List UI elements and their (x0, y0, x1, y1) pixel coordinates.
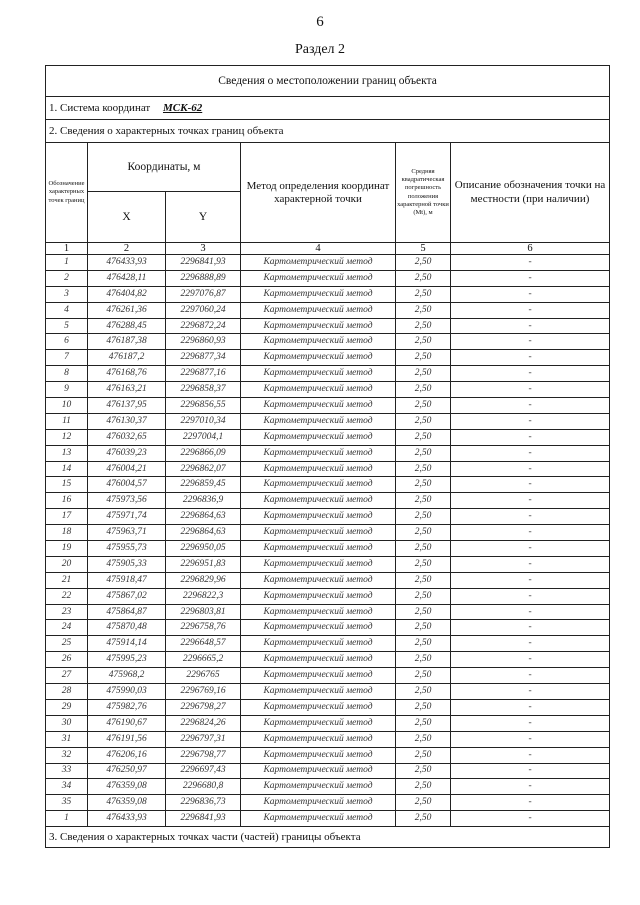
table-row (46, 286, 610, 302)
description-cell: - (451, 811, 610, 827)
method-cell: Картометрический метод (241, 636, 396, 652)
y-coordinate-cell: 2296872,24 (166, 318, 241, 334)
point-number-cell: 34 (46, 779, 88, 795)
table-row (46, 445, 610, 461)
rms-cell: 2,50 (396, 684, 451, 700)
method-cell: Картометрический метод (241, 398, 396, 414)
description-cell: - (451, 350, 610, 366)
point-number-cell: 7 (46, 350, 88, 366)
header-coordinates: Координаты, м (88, 143, 241, 192)
table-row (46, 413, 610, 429)
description-cell: - (451, 366, 610, 382)
y-coordinate-cell: 2296798,77 (166, 747, 241, 763)
method-cell: Картометрический метод (241, 255, 396, 271)
column-number-row (46, 243, 610, 255)
point-number-cell: 11 (46, 413, 88, 429)
rms-cell: 2,50 (396, 715, 451, 731)
y-coordinate-cell: 2296836,73 (166, 795, 241, 811)
y-coordinate-cell: 2297010,34 (166, 413, 241, 429)
x-coordinate-cell: 475867,02 (88, 588, 166, 604)
description-cell: - (451, 525, 610, 541)
description-cell: - (451, 493, 610, 509)
table-row (46, 699, 610, 715)
point-number-cell: 6 (46, 334, 88, 350)
boundary-table (45, 65, 610, 848)
x-coordinate-cell: 476004,21 (88, 461, 166, 477)
description-cell: - (451, 588, 610, 604)
table-row (46, 636, 610, 652)
y-coordinate-cell: 2296950,05 (166, 541, 241, 557)
x-coordinate-cell: 476433,93 (88, 255, 166, 271)
point-number-cell: 17 (46, 509, 88, 525)
rms-cell: 2,50 (396, 541, 451, 557)
x-coordinate-cell: 476168,76 (88, 366, 166, 382)
y-coordinate-cell: 2296841,93 (166, 255, 241, 271)
rms-cell: 2,50 (396, 509, 451, 525)
column-number: 5 (396, 243, 451, 255)
description-cell: - (451, 636, 610, 652)
point-number-cell: 1 (46, 811, 88, 827)
method-cell: Картометрический метод (241, 493, 396, 509)
table-row (46, 811, 610, 827)
point-number-cell: 8 (46, 366, 88, 382)
method-cell: Картометрический метод (241, 684, 396, 700)
point-number-cell: 16 (46, 493, 88, 509)
x-coordinate-cell: 475995,23 (88, 652, 166, 668)
rms-cell: 2,50 (396, 636, 451, 652)
y-coordinate-cell: 2296680,8 (166, 779, 241, 795)
rms-cell: 2,50 (396, 429, 451, 445)
method-cell: Картометрический метод (241, 541, 396, 557)
y-coordinate-cell: 2296824,26 (166, 715, 241, 731)
table-row (46, 763, 610, 779)
table-row (46, 747, 610, 763)
y-coordinate-cell: 2296856,55 (166, 398, 241, 414)
rms-cell: 2,50 (396, 334, 451, 350)
method-cell: Картометрический метод (241, 286, 396, 302)
table-row (46, 461, 610, 477)
y-coordinate-cell: 2296665,2 (166, 652, 241, 668)
method-cell: Картометрический метод (241, 334, 396, 350)
rms-cell: 2,50 (396, 350, 451, 366)
description-cell: - (451, 715, 610, 731)
column-number: 1 (46, 243, 88, 255)
page-number: 6 (316, 14, 324, 30)
y-coordinate-cell: 2296862,07 (166, 461, 241, 477)
description-cell: - (451, 318, 610, 334)
y-coordinate-cell: 2296697,43 (166, 763, 241, 779)
rms-cell: 2,50 (396, 556, 451, 572)
x-coordinate-cell: 476130,37 (88, 413, 166, 429)
rms-cell: 2,50 (396, 620, 451, 636)
description-cell: - (451, 541, 610, 557)
method-cell: Картометрический метод (241, 652, 396, 668)
y-coordinate-cell: 2296951,83 (166, 556, 241, 572)
y-coordinate-cell: 2296858,37 (166, 382, 241, 398)
column-number: 2 (88, 243, 166, 255)
x-coordinate-cell: 475990,03 (88, 684, 166, 700)
table-row (46, 382, 610, 398)
y-coordinate-cell: 2297060,24 (166, 302, 241, 318)
rms-cell: 2,50 (396, 270, 451, 286)
description-cell: - (451, 731, 610, 747)
table-row (46, 366, 610, 382)
rms-cell: 2,50 (396, 286, 451, 302)
description-cell: - (451, 429, 610, 445)
x-coordinate-cell: 475973,56 (88, 493, 166, 509)
x-coordinate-cell: 476433,93 (88, 811, 166, 827)
x-coordinate-cell: 475955,73 (88, 541, 166, 557)
rms-cell: 2,50 (396, 302, 451, 318)
table-title: Сведения о местоположении границ объекта (46, 66, 610, 97)
point-number-cell: 27 (46, 668, 88, 684)
y-coordinate-cell: 2296803,81 (166, 604, 241, 620)
rms-cell: 2,50 (396, 318, 451, 334)
method-cell: Картометрический метод (241, 556, 396, 572)
rms-cell: 2,50 (396, 747, 451, 763)
x-coordinate-cell: 476190,67 (88, 715, 166, 731)
description-cell: - (451, 556, 610, 572)
y-coordinate-cell: 2297004,1 (166, 429, 241, 445)
description-cell: - (451, 699, 610, 715)
x-coordinate-cell: 475971,74 (88, 509, 166, 525)
table-row (46, 525, 610, 541)
method-cell: Картометрический метод (241, 318, 396, 334)
rms-cell: 2,50 (396, 779, 451, 795)
description-cell: - (451, 779, 610, 795)
method-cell: Картометрический метод (241, 350, 396, 366)
point-number-cell: 26 (46, 652, 88, 668)
point-number-cell: 19 (46, 541, 88, 557)
y-coordinate-cell: 2296822,3 (166, 588, 241, 604)
description-cell: - (451, 684, 610, 700)
x-coordinate-cell: 475905,33 (88, 556, 166, 572)
x-coordinate-cell: 475870,48 (88, 620, 166, 636)
x-coordinate-cell: 476039,23 (88, 445, 166, 461)
column-number: 3 (166, 243, 241, 255)
table-row (46, 604, 610, 620)
method-cell: Картометрический метод (241, 779, 396, 795)
y-coordinate-cell: 2296648,57 (166, 636, 241, 652)
method-cell: Картометрический метод (241, 747, 396, 763)
y-coordinate-cell: 2296859,45 (166, 477, 241, 493)
table-row (46, 302, 610, 318)
x-coordinate-cell: 476288,45 (88, 318, 166, 334)
table-row (46, 795, 610, 811)
coord-system-label: 1. Система координат (49, 102, 151, 114)
description-cell: - (451, 382, 610, 398)
point-number-cell: 32 (46, 747, 88, 763)
table-row (46, 509, 610, 525)
x-coordinate-cell: 476004,57 (88, 477, 166, 493)
y-coordinate-cell: 2296841,93 (166, 811, 241, 827)
point-number-cell: 25 (46, 636, 88, 652)
method-cell: Картометрический метод (241, 302, 396, 318)
table-row (46, 255, 610, 271)
method-cell: Картометрический метод (241, 270, 396, 286)
y-coordinate-cell: 2296866,09 (166, 445, 241, 461)
table-row (46, 556, 610, 572)
point-number-cell: 31 (46, 731, 88, 747)
coord-system-value: МСК-62 (162, 102, 203, 114)
y-coordinate-cell: 2296797,31 (166, 731, 241, 747)
point-number-cell: 15 (46, 477, 88, 493)
point-number-cell: 3 (46, 286, 88, 302)
x-coordinate-cell: 476137,95 (88, 398, 166, 414)
header-rms: Средняя квадратическая погрешность положения характерной точки (Mt), м (396, 143, 451, 243)
point-number-cell: 30 (46, 715, 88, 731)
column-number: 4 (241, 243, 396, 255)
point-number-cell: 22 (46, 588, 88, 604)
table-row (46, 652, 610, 668)
x-coordinate-cell: 476261,36 (88, 302, 166, 318)
rms-cell: 2,50 (396, 398, 451, 414)
point-number-cell: 28 (46, 684, 88, 700)
table-row (46, 668, 610, 684)
x-coordinate-cell: 475968,2 (88, 668, 166, 684)
point-number-cell: 12 (46, 429, 88, 445)
x-coordinate-cell: 476187,38 (88, 334, 166, 350)
rms-cell: 2,50 (396, 588, 451, 604)
method-cell: Картометрический метод (241, 588, 396, 604)
y-coordinate-cell: 2296860,93 (166, 334, 241, 350)
x-coordinate-cell: 475864,87 (88, 604, 166, 620)
description-cell: - (451, 445, 610, 461)
method-cell: Картометрический метод (241, 763, 396, 779)
method-cell: Картометрический метод (241, 382, 396, 398)
rms-cell: 2,50 (396, 811, 451, 827)
section2-label: 2. Сведения о характерных точках границ объекта (46, 120, 610, 143)
point-number-cell: 20 (46, 556, 88, 572)
table-row (46, 731, 610, 747)
method-cell: Картометрический метод (241, 668, 396, 684)
y-coordinate-cell: 2296836,9 (166, 493, 241, 509)
description-cell: - (451, 604, 610, 620)
rms-cell: 2,50 (396, 763, 451, 779)
rms-cell: 2,50 (396, 525, 451, 541)
table-row (46, 429, 610, 445)
coord-system-row (46, 97, 610, 120)
method-cell: Картометрический метод (241, 811, 396, 827)
point-number-cell: 23 (46, 604, 88, 620)
y-coordinate-cell: 2296877,34 (166, 350, 241, 366)
point-number-cell: 21 (46, 572, 88, 588)
method-cell: Картометрический метод (241, 620, 396, 636)
table-row (46, 334, 610, 350)
point-number-cell: 1 (46, 255, 88, 271)
table-row (46, 572, 610, 588)
table-row (46, 270, 610, 286)
x-coordinate-cell: 476187,2 (88, 350, 166, 366)
method-cell: Картометрический метод (241, 795, 396, 811)
y-coordinate-cell: 2296864,63 (166, 509, 241, 525)
rms-cell: 2,50 (396, 699, 451, 715)
y-coordinate-cell: 2296864,63 (166, 525, 241, 541)
method-cell: Картометрический метод (241, 429, 396, 445)
description-cell: - (451, 652, 610, 668)
point-number-cell: 14 (46, 461, 88, 477)
description-cell: - (451, 572, 610, 588)
table-row (46, 588, 610, 604)
description-cell: - (451, 461, 610, 477)
table-row (46, 318, 610, 334)
point-number-cell: 5 (46, 318, 88, 334)
header-description: Описание обозначения точки на местности (при наличии) (451, 143, 610, 243)
x-coordinate-cell: 476163,21 (88, 382, 166, 398)
rms-cell: 2,50 (396, 652, 451, 668)
x-coordinate-cell: 475918,47 (88, 572, 166, 588)
table-row (46, 398, 610, 414)
rms-cell: 2,50 (396, 572, 451, 588)
point-number-cell: 10 (46, 398, 88, 414)
method-cell: Картометрический метод (241, 509, 396, 525)
x-coordinate-cell: 476359,08 (88, 795, 166, 811)
x-coordinate-cell: 475914,14 (88, 636, 166, 652)
column-number: 6 (451, 243, 610, 255)
table-row (46, 493, 610, 509)
rms-cell: 2,50 (396, 493, 451, 509)
table-row (46, 779, 610, 795)
description-cell: - (451, 795, 610, 811)
x-coordinate-cell: 476404,82 (88, 286, 166, 302)
x-coordinate-cell: 476250,97 (88, 763, 166, 779)
header-x: X (88, 192, 166, 243)
rms-cell: 2,50 (396, 255, 451, 271)
method-cell: Картометрический метод (241, 366, 396, 382)
x-coordinate-cell: 475982,76 (88, 699, 166, 715)
y-coordinate-cell: 2296758,76 (166, 620, 241, 636)
y-coordinate-cell: 2296888,89 (166, 270, 241, 286)
method-cell: Картометрический метод (241, 731, 396, 747)
point-number-cell: 29 (46, 699, 88, 715)
rms-cell: 2,50 (396, 477, 451, 493)
table-row (46, 715, 610, 731)
y-coordinate-cell: 2296798,27 (166, 699, 241, 715)
description-cell: - (451, 477, 610, 493)
x-coordinate-cell: 475963,71 (88, 525, 166, 541)
rms-cell: 2,50 (396, 382, 451, 398)
x-coordinate-cell: 476206,16 (88, 747, 166, 763)
y-coordinate-cell: 2296769,16 (166, 684, 241, 700)
point-number-cell: 4 (46, 302, 88, 318)
x-coordinate-cell: 476032,65 (88, 429, 166, 445)
rms-cell: 2,50 (396, 604, 451, 620)
description-cell: - (451, 255, 610, 271)
rms-cell: 2,50 (396, 795, 451, 811)
rms-cell: 2,50 (396, 731, 451, 747)
y-coordinate-cell: 2296765 (166, 668, 241, 684)
y-coordinate-cell: 2297076,87 (166, 286, 241, 302)
y-coordinate-cell: 2296829,96 (166, 572, 241, 588)
rms-cell: 2,50 (396, 445, 451, 461)
description-cell: - (451, 509, 610, 525)
x-coordinate-cell: 476428,11 (88, 270, 166, 286)
method-cell: Картометрический метод (241, 445, 396, 461)
section-title: Раздел 2 (294, 42, 346, 57)
table-row (46, 350, 610, 366)
method-cell: Картометрический метод (241, 461, 396, 477)
method-cell: Картометрический метод (241, 572, 396, 588)
description-cell: - (451, 620, 610, 636)
x-coordinate-cell: 476359,08 (88, 779, 166, 795)
section3-label: 3. Сведения о характерных точках части (частей) границы объекта (46, 827, 610, 848)
rms-cell: 2,50 (396, 366, 451, 382)
table-row (46, 620, 610, 636)
method-cell: Картометрический метод (241, 413, 396, 429)
x-coordinate-cell: 476191,56 (88, 731, 166, 747)
point-number-cell: 2 (46, 270, 88, 286)
method-cell: Картометрический метод (241, 715, 396, 731)
description-cell: - (451, 747, 610, 763)
description-cell: - (451, 763, 610, 779)
description-cell: - (451, 334, 610, 350)
point-number-cell: 24 (46, 620, 88, 636)
rms-cell: 2,50 (396, 668, 451, 684)
table-row (46, 477, 610, 493)
point-number-cell: 18 (46, 525, 88, 541)
description-cell: - (451, 398, 610, 414)
method-cell: Картометрический метод (241, 604, 396, 620)
method-cell: Картометрический метод (241, 699, 396, 715)
point-number-cell: 33 (46, 763, 88, 779)
description-cell: - (451, 302, 610, 318)
point-number-cell: 13 (46, 445, 88, 461)
header-point-designation: Обозначение характерных точек границ (46, 143, 88, 243)
table-row (46, 684, 610, 700)
header-y: Y (166, 192, 241, 243)
header-method: Метод определения координат характерной точки (241, 143, 396, 243)
point-number-cell: 35 (46, 795, 88, 811)
method-cell: Картометрический метод (241, 477, 396, 493)
description-cell: - (451, 668, 610, 684)
description-cell: - (451, 270, 610, 286)
rms-cell: 2,50 (396, 461, 451, 477)
table-row (46, 541, 610, 557)
y-coordinate-cell: 2296877,16 (166, 366, 241, 382)
rms-cell: 2,50 (396, 413, 451, 429)
method-cell: Картометрический метод (241, 525, 396, 541)
point-number-cell: 9 (46, 382, 88, 398)
description-cell: - (451, 413, 610, 429)
description-cell: - (451, 286, 610, 302)
